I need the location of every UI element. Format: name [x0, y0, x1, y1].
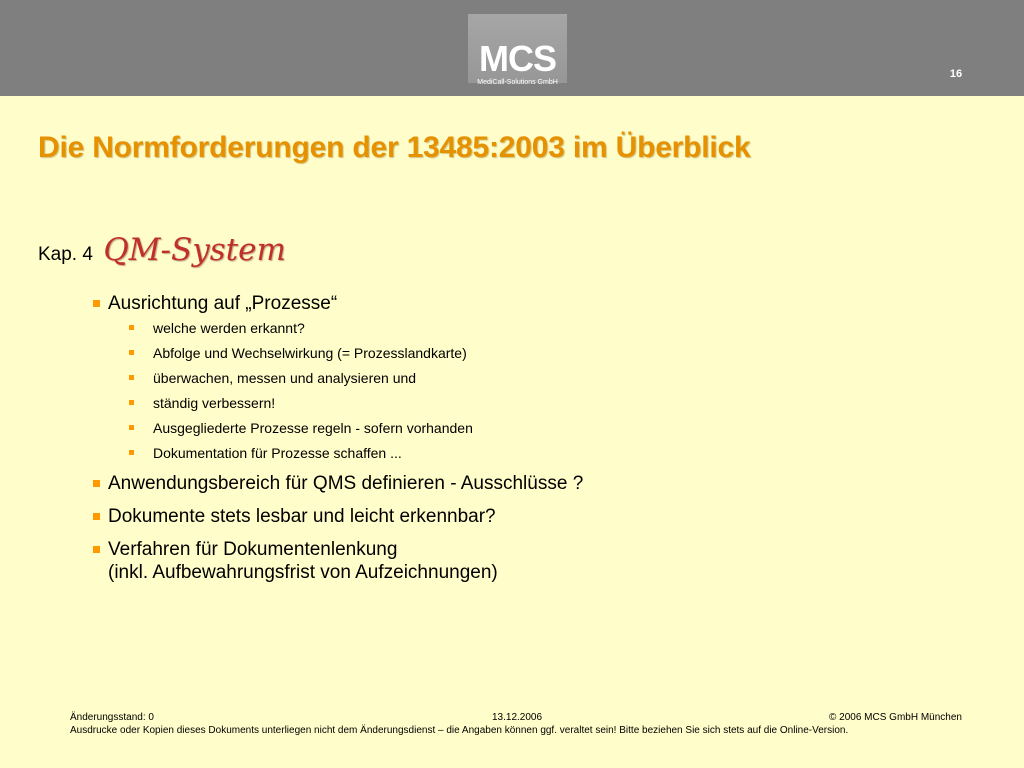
bullet-square-icon	[129, 400, 134, 405]
bullet-square-icon	[129, 375, 134, 380]
sub-bullet-item	[92, 444, 992, 462]
footer-date: 13.12.2006	[492, 712, 543, 723]
bullet-square-icon	[129, 325, 134, 330]
bullet-item	[92, 505, 992, 528]
bullet-square-icon	[129, 350, 134, 355]
page-number: 16	[949, 68, 963, 80]
revision-status: Änderungsstand: 0	[70, 712, 154, 723]
bullet-item	[92, 292, 992, 315]
copyright: © 2006 MCS GmbH München	[829, 712, 962, 723]
sub-bullet-item	[92, 369, 992, 387]
logo-text: MCS	[479, 38, 556, 79]
sub-bullet-text: Abfolge und Wechselwirkung (= Prozesslandkarte)	[153, 345, 467, 361]
disclaimer: Ausdrucke oder Kopien dieses Dokuments unterliegen nicht dem Änderungsdienst – die Angaben können ggf. veraltet sein! Bitte beziehen Sie sich stets auf die Online-Version.	[70, 725, 849, 736]
bullet-text-continuation: (inkl. Aufbewahrungsfrist von Aufzeichnungen)	[108, 562, 498, 583]
bullet-square-icon	[93, 513, 100, 520]
header-bar	[0, 0, 1024, 96]
bullet-square-icon	[129, 425, 134, 430]
bullet-text: Dokumente stets lesbar und leicht erkennbar?	[108, 506, 496, 527]
sub-bullet-text: welche werden erkannt?	[153, 320, 305, 336]
sub-bullet-item	[92, 319, 992, 337]
sub-bullet-text: überwachen, messen und analysieren und	[153, 370, 417, 386]
sub-bullet-item	[92, 419, 992, 437]
sub-bullet-text: ständig verbessern!	[153, 395, 276, 411]
slide-title: Die Normforderungen der 13485:2003 im Überblick	[38, 131, 751, 164]
bullet-text: Anwendungsbereich für QMS definieren - Ausschlüsse ?	[108, 473, 584, 494]
logo-subtitle: MediCall-Solutions GmbH	[477, 79, 558, 86]
sub-bullet-text: Dokumentation für Prozesse schaffen ...	[153, 445, 402, 461]
sub-bullet-item	[92, 344, 992, 362]
sub-bullet-text: Ausgegliederte Prozesse regeln - sofern vorhanden	[153, 420, 473, 436]
bullet-square-icon	[93, 546, 100, 553]
bullet-list	[92, 292, 992, 584]
bullet-text: Ausrichtung auf „Prozesse“	[108, 293, 338, 314]
sub-bullet-item	[92, 394, 992, 412]
chapter-heading	[38, 232, 286, 268]
mcs-logo	[468, 14, 567, 86]
bullet-item	[92, 538, 992, 584]
chapter-name: QM-System	[103, 232, 286, 268]
bullet-text: Verfahren für Dokumentenlenkung	[108, 539, 398, 560]
footer	[70, 711, 962, 737]
bullet-item	[92, 472, 992, 495]
footer-meta-row	[70, 711, 962, 724]
chapter-prefix: Kap. 4	[38, 244, 93, 265]
bullet-square-icon	[129, 450, 134, 455]
bullet-square-icon	[93, 300, 100, 307]
bullet-square-icon	[93, 480, 100, 487]
